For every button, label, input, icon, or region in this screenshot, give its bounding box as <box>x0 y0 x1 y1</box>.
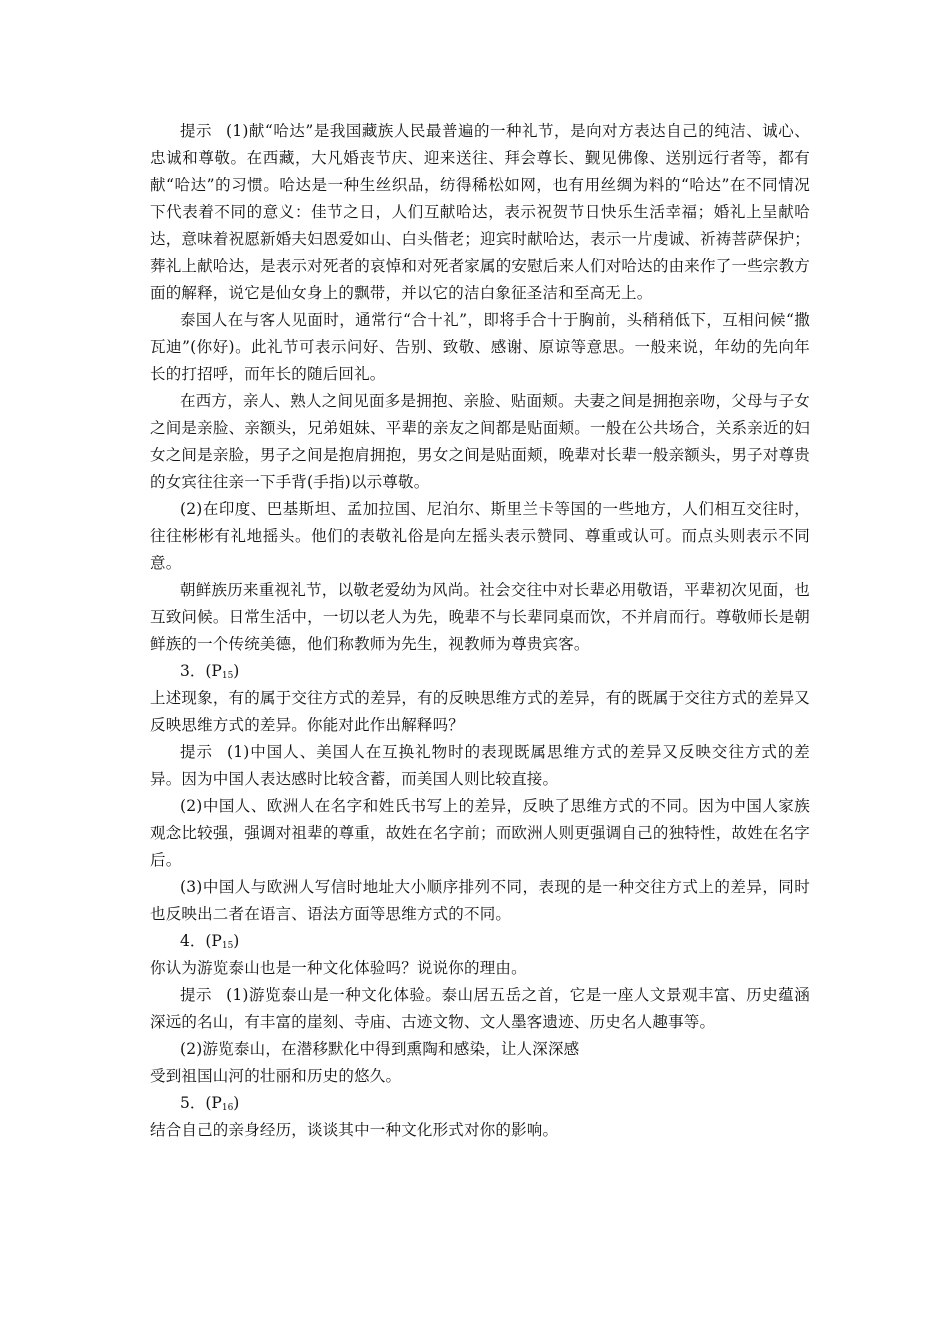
question-number-3 <box>150 658 810 685</box>
hint-label: 提示 <box>180 122 213 140</box>
question-number-close: ) <box>233 1094 240 1112</box>
question-number-close: ) <box>233 662 240 680</box>
paragraph-thailand: 泰国人在与客人见面时，通常行“合十礼”，即将手合十于胸前，头稍稍低下，互相问候“撒瓦迪”(你好)。此礼节可表示问好、告别、致敬、感谢、原谅等意思。一般来说，年幼的先向年长的打招呼，而年长的随后回礼。 <box>150 311 810 383</box>
answer-4-1 <box>150 982 810 1036</box>
question-number-text: 3．(P <box>180 662 222 680</box>
answer-3-1 <box>150 739 810 793</box>
answer-3-3: (3)中国人与欧洲人写信时地址大小顺序排列不同，表现的是一种交往方式上的差异，同时也反映出二者在语言、语法方面等思维方式的不同。 <box>150 878 810 923</box>
paragraph-hint-hada <box>150 118 810 307</box>
hint-label: 提示 <box>180 986 213 1004</box>
page-subscript: 16 <box>221 1103 234 1113</box>
question-5-text: 结合自己的亲身经历，谈谈其中一种文化形式对你的影响。 <box>150 1121 559 1139</box>
page-subscript: 15 <box>221 671 234 681</box>
answer-4-2b: 受到祖国山河的壮丽和历史的悠久。 <box>150 1067 402 1085</box>
question-number-5 <box>150 1090 810 1117</box>
hint-label: 提示 <box>180 743 213 761</box>
question-number-4 <box>150 928 810 955</box>
question-number-close: ) <box>233 932 240 950</box>
paragraph-korean: 朝鲜族历来重视礼节，以敬老爱幼为风尚。社会交往中对长辈必用敬语，平辈初次见面，也互致问候。日常生活中，一切以老人为先，晚辈不与长辈同桌而饮，不并肩而行。尊敬师长是朝鲜族的一个传统美德，他们称教师为先生，视教师为尊贵宾客。 <box>150 581 810 653</box>
answer-3-2: (2)中国人、欧洲人在名字和姓氏书写上的差异，反映了思维方式的不同。因为中国人家族观念比较强，强调对祖辈的尊重，故姓在名字前；而欧洲人则更强调自己的独特性，故姓在名字后。 <box>150 797 810 869</box>
answer-4-2a: (2)游览泰山，在潜移默化中得到熏陶和感染，让人深深感 <box>180 1040 580 1058</box>
question-3-text: 上述现象，有的属于交往方式的差异，有的反映思维方式的差异，有的既属于交往方式的差异又反映思维方式的差异。你能对此作出解释吗？ <box>150 689 810 734</box>
paragraph-west: 在西方，亲人、熟人之间见面多是拥抱、亲脸、贴面颊。夫妻之间是拥抱亲吻，父母与子女之间是亲脸、亲额头，兄弟姐妹、平辈的亲友之间都是贴面颊。一般在公共场合，关系亲近的妇女之间是亲脸，男子之间是抱肩拥抱，男女之间是贴面颊，晚辈对长辈一般亲额头，男子对尊贵的女宾往往亲一下手背(手指)以示尊敬。 <box>150 392 810 491</box>
paragraph-text: (1)游览泰山是一种文化体验。泰山居五岳之首，它是一座人文景观丰富、历史蕴涵深远的名山，有丰富的崖刻、寺庙、古迹文物、文人墨客遗迹、历史名人趣事等。 <box>150 986 810 1031</box>
question-4-text: 你认为游览泰山也是一种文化体验吗？说说你的理由。 <box>150 959 527 977</box>
paragraph-text: (1)中国人、美国人在互换礼物时的表现既属思维方式的差异又反映交往方式的差异。因为中国人表达感时比较含蓄，而美国人则比较直接。 <box>150 743 810 788</box>
page-subscript: 15 <box>221 941 234 951</box>
question-number-text: 5．(P <box>180 1094 222 1112</box>
paragraph-india: (2)在印度、巴基斯坦、孟加拉国、尼泊尔、斯里兰卡等国的一些地方，人们相互交往时，往往彬彬有礼地摇头。他们的表敬礼俗是向左摇头表示赞同、尊重或认可。而点头则表示不同意。 <box>150 500 810 572</box>
question-number-text: 4．(P <box>180 932 222 950</box>
document-body <box>150 118 810 1144</box>
paragraph-text: (1)献“哈达”是我国藏族人民最普遍的一种礼节，是向对方表达自己的纯洁、诚心、忠诚和尊敬。在西藏，大凡婚丧节庆、迎来送往、拜会尊长、觐见佛像、送别远行者等，都有献“哈达”的习惯。哈达是一种生丝织品，纺得稀松如网，也有用丝绸为料的“哈达”在不同情况下代表着不同的意义：佳节之日，人们互献哈达，表示祝贺节日快乐生活幸福；婚礼上呈献哈达，意味着祝愿新婚夫妇恩爱如山、白头偕老；迎宾时献哈达，表示一片虔诚、祈祷菩萨保护；葬礼上献哈达，是表示对死者的哀悼和对死者家属的安慰后来人们对哈达的由来作了一些宗教方面的解释，说它是仙女身上的飘带，并以它的洁白象征圣洁和至高无上。 <box>150 122 810 302</box>
